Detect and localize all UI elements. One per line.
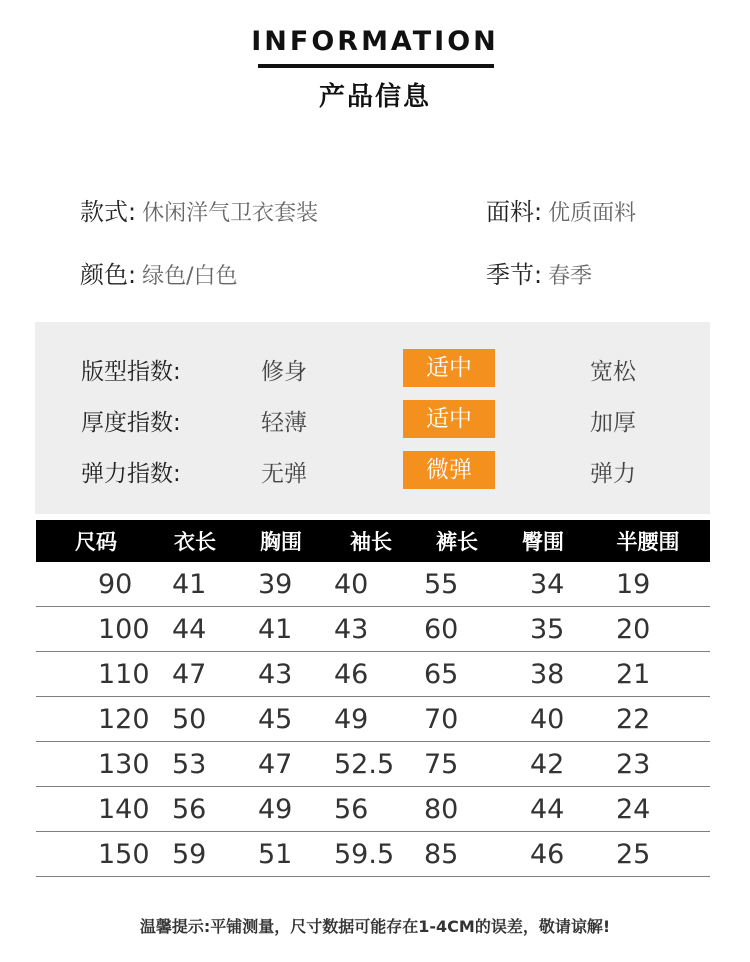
cell-pants-length: 85 (414, 832, 500, 877)
fabric-value: 优质面料 (548, 201, 637, 226)
style-label: 款式: (80, 198, 137, 226)
thickness-index-row (35, 400, 710, 438)
cell-half-waist: 19 (586, 562, 710, 607)
cell-hip: 38 (500, 652, 586, 697)
header-size: 尺码 (36, 520, 156, 562)
info-color (80, 255, 238, 290)
table-row (36, 652, 710, 697)
season-label: 季节: (486, 261, 543, 289)
cell-pants-length: 55 (414, 562, 500, 607)
cell-hip: 42 (500, 742, 586, 787)
cell-hip: 35 (500, 607, 586, 652)
cell-top-length: 53 (156, 742, 234, 787)
cell-half-waist: 24 (586, 787, 710, 832)
elasticity-option-selected: 微弹 (403, 451, 495, 489)
cell-half-waist: 25 (586, 832, 710, 877)
table-row (36, 697, 710, 742)
thickness-index-label: 厚度指数: (81, 410, 181, 436)
cell-sleeve: 46 (328, 652, 414, 697)
table-row (36, 742, 710, 787)
cell-size: 140 (36, 787, 156, 832)
cell-size: 100 (36, 607, 156, 652)
thickness-option-selected: 适中 (403, 400, 495, 438)
cell-hip: 46 (500, 832, 586, 877)
cell-half-waist: 23 (586, 742, 710, 787)
style-value: 休闲洋气卫衣套装 (142, 201, 319, 226)
elasticity-index-label: 弹力指数: (81, 461, 181, 487)
cell-sleeve: 56 (328, 787, 414, 832)
cell-top-length: 47 (156, 652, 234, 697)
fit-option-selected: 适中 (403, 349, 495, 387)
elasticity-index-row (35, 451, 710, 489)
cell-hip: 40 (500, 697, 586, 742)
color-value: 绿色/白色 (142, 264, 238, 289)
info-season (486, 255, 592, 290)
cell-size: 130 (36, 742, 156, 787)
cell-half-waist: 20 (586, 607, 710, 652)
title-english: INFORMATION (251, 26, 499, 57)
cell-chest: 49 (234, 787, 328, 832)
cell-pants-length: 80 (414, 787, 500, 832)
fit-index-label: 版型指数: (81, 359, 181, 385)
cell-chest: 47 (234, 742, 328, 787)
cell-chest: 39 (234, 562, 328, 607)
season-value: 春季 (548, 264, 593, 289)
table-row (36, 832, 710, 877)
fit-option-slim: 修身 (261, 359, 307, 385)
elasticity-option-none: 无弹 (261, 461, 307, 487)
cell-pants-length: 75 (414, 742, 500, 787)
title-divider (258, 64, 494, 68)
index-panel (35, 322, 710, 514)
info-fabric (486, 192, 636, 227)
header-chest: 胸围 (234, 520, 328, 562)
thickness-option-thick: 加厚 (590, 410, 636, 436)
size-table (36, 520, 710, 877)
cell-sleeve: 40 (328, 562, 414, 607)
cell-size: 150 (36, 832, 156, 877)
cell-sleeve: 59.5 (328, 832, 414, 877)
cell-top-length: 44 (156, 607, 234, 652)
cell-pants-length: 60 (414, 607, 500, 652)
header-pants-length: 裤长 (414, 520, 500, 562)
cell-chest: 51 (234, 832, 328, 877)
cell-top-length: 50 (156, 697, 234, 742)
cell-size: 120 (36, 697, 156, 742)
header-half-waist: 半腰围 (586, 520, 710, 562)
header-hip: 臀围 (500, 520, 586, 562)
cell-chest: 41 (234, 607, 328, 652)
color-label: 颜色: (80, 261, 137, 289)
header-sleeve: 袖长 (328, 520, 414, 562)
cell-top-length: 59 (156, 832, 234, 877)
measurement-note: 温馨提示:平铺测量，尺寸数据可能存在1-4CM的误差，敬请谅解! (139, 917, 611, 936)
info-style (80, 192, 318, 227)
elasticity-option-stretch: 弹力 (590, 461, 636, 487)
cell-chest: 43 (234, 652, 328, 697)
title-chinese: 产品信息 (318, 82, 431, 112)
cell-sleeve: 49 (328, 697, 414, 742)
cell-top-length: 41 (156, 562, 234, 607)
cell-hip: 44 (500, 787, 586, 832)
cell-half-waist: 22 (586, 697, 710, 742)
cell-sleeve: 52.5 (328, 742, 414, 787)
cell-chest: 45 (234, 697, 328, 742)
cell-pants-length: 70 (414, 697, 500, 742)
table-row (36, 562, 710, 607)
fit-index-row (35, 349, 710, 387)
fabric-label: 面料: (486, 198, 543, 226)
cell-half-waist: 21 (586, 652, 710, 697)
thickness-option-thin: 轻薄 (261, 410, 307, 436)
cell-size: 110 (36, 652, 156, 697)
table-row (36, 607, 710, 652)
cell-pants-length: 65 (414, 652, 500, 697)
fit-option-loose: 宽松 (590, 359, 636, 385)
size-table-header (36, 520, 710, 562)
cell-hip: 34 (500, 562, 586, 607)
cell-top-length: 56 (156, 787, 234, 832)
cell-sleeve: 43 (328, 607, 414, 652)
header-top-length: 衣长 (156, 520, 234, 562)
table-row (36, 787, 710, 832)
cell-size: 90 (36, 562, 156, 607)
